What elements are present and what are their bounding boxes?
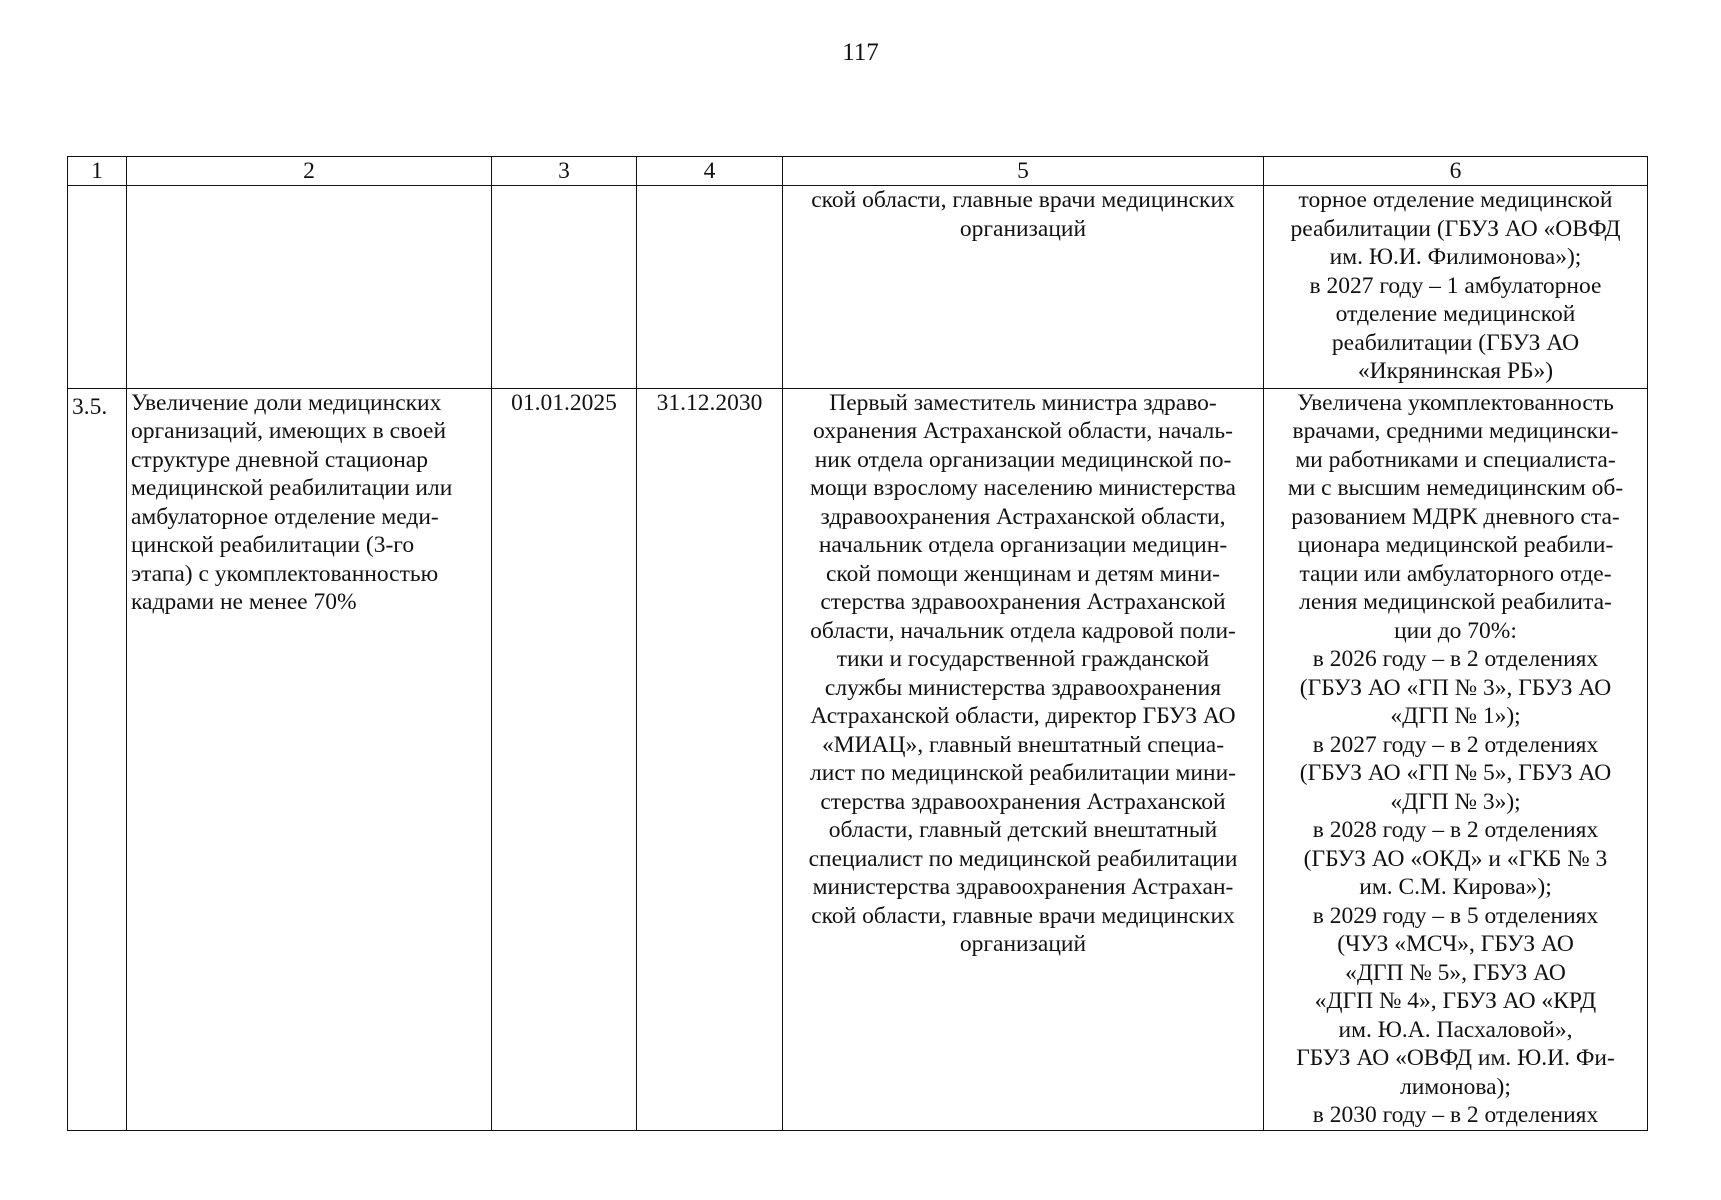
text-line: в 2028 году – в 2 отделениях — [1312, 817, 1599, 843]
measures-table — [67, 156, 1648, 1131]
text-line: (ЧУЗ «МСЧ», ГБУЗ АО — [1337, 931, 1574, 957]
text-line: ции до 70%: — [1394, 617, 1517, 644]
text-line: ционара медицинской реабили- — [1297, 532, 1614, 558]
column-header-1: 1 — [68, 157, 127, 186]
text-line: мощи взрослому населению министерства — [810, 475, 1236, 501]
text-line: кадрами не менее 70% — [131, 589, 357, 615]
text-line: «ДГП № 1»); — [1390, 703, 1521, 729]
column-header-3: 3 — [492, 157, 637, 186]
measure-description — [127, 388, 492, 1130]
text-line: лимонова); — [1400, 1073, 1511, 1100]
continuation-cell-number — [68, 186, 127, 389]
text-line: области, начальник отдела кадровой поли- — [810, 617, 1236, 644]
text-line: им. С.М. Кирова»); — [1359, 874, 1552, 900]
text-line: (ГБУЗ АО «ГП № 5», ГБУЗ АО — [1299, 760, 1612, 786]
text-line: медицинской реабилитации или — [131, 475, 453, 501]
text-line: цинской реабилитации (3-го — [131, 532, 415, 558]
text-line: Астраханской области, директор ГБУЗ АО — [810, 703, 1236, 729]
text-line: им. Ю.А. Пасхаловой», — [1338, 1016, 1573, 1043]
text-line: Первый заместитель министра здраво- — [829, 389, 1217, 416]
measure-number: 3.5. — [68, 388, 127, 1130]
text-line: ской области, главные врачи медицинских — [811, 187, 1235, 213]
measure-start-date: 01.01.2025 — [492, 388, 637, 1130]
text-line: охранения Астраханской области, началь- — [813, 418, 1233, 444]
text-line: тации или амбулаторного отде- — [1299, 560, 1612, 587]
text-line: начальник отдела организации медицин- — [818, 532, 1228, 558]
text-line: в 2026 году – в 2 отделениях — [1312, 646, 1599, 672]
text-line: службы министерства здравоохранения — [824, 674, 1222, 701]
text-line: Увеличение доли медицинских — [131, 389, 442, 416]
text-line: реабилитации (ГБУЗ АО «ОВФД — [1290, 215, 1621, 242]
text-line: «МИАЦ», главный внештатный специа- — [821, 731, 1225, 758]
continuation-cell-description — [127, 186, 492, 389]
text-line: стерства здравоохранения Астраханской — [820, 589, 1226, 615]
continuation-cell-start — [492, 186, 637, 389]
text-line: стерства здравоохранения Астраханской — [820, 788, 1226, 815]
text-line: лист по медицинской реабилитации мини- — [810, 760, 1236, 786]
text-line: (ГБУЗ АО «ГП № 3», ГБУЗ АО — [1299, 674, 1612, 701]
text-line: ления медицинской реабилита- — [1299, 589, 1612, 615]
text-line: ми с высшим немедицинским об- — [1287, 475, 1624, 501]
text-line: врачами, средними медицински- — [1292, 418, 1619, 444]
text-line: торное отделение медицинской — [1298, 187, 1613, 213]
text-line: в 2030 году – в 2 отделениях — [1312, 1102, 1599, 1128]
text-line: организаций, имеющих в своей — [131, 418, 447, 444]
text-line: структуре дневной стационар — [131, 446, 428, 473]
page-number: 117 — [842, 39, 879, 66]
text-line: «Икрянинская РБ») — [1357, 358, 1554, 384]
measure-responsible — [783, 388, 1264, 1130]
text-line: в 2027 году – в 2 отделениях — [1312, 731, 1599, 758]
continuation-cell-end — [637, 186, 783, 389]
text-line: ГБУЗ АО «ОВФД им. Ю.И. Фи- — [1296, 1045, 1615, 1071]
text-line: ми работниками и специалиста- — [1295, 446, 1616, 473]
text-line: в 2029 году – в 5 отделениях — [1312, 902, 1599, 929]
text-line: Увеличена укомплектованность — [1297, 389, 1614, 416]
text-line: реабилитации (ГБУЗ АО — [1331, 329, 1580, 356]
text-line: «ДГП № 4», ГБУЗ АО «КРД — [1314, 988, 1597, 1014]
text-line: области, главный детский внештатный — [828, 817, 1218, 843]
text-line: здравоохранения Астраханской области, — [820, 503, 1226, 530]
continuation-row — [68, 186, 1648, 389]
text-line: ской помощи женщинам и детям мини- — [825, 560, 1221, 587]
text-line: ской области, главные врачи медицинских — [811, 902, 1235, 929]
column-header-4: 4 — [637, 157, 783, 186]
text-line: этапа) с укомплектованностью — [131, 560, 439, 587]
text-line: разованием МДРК дневного ста- — [1291, 503, 1620, 530]
text-line: «ДГП № 3»); — [1390, 788, 1521, 815]
text-line: отделение медицинской — [1335, 301, 1576, 327]
text-line: тики и государственной гражданской — [836, 646, 1210, 672]
text-line: специалист по медицинской реабилитации — [808, 845, 1238, 872]
text-line: ник отдела организации медицинской по- — [814, 446, 1232, 473]
text-line: в 2027 году – 1 амбулаторное — [1309, 272, 1602, 299]
column-header-6: 6 — [1264, 157, 1648, 186]
text-line: «ДГП № 5», ГБУЗ АО — [1345, 959, 1566, 986]
column-number-header-row — [68, 157, 1648, 186]
continuation-cell-result — [1264, 186, 1648, 389]
measure-row-3-5 — [68, 388, 1648, 1130]
text-line: организаций — [959, 215, 1087, 242]
text-line: (ГБУЗ АО «ОКД» и «ГКБ № 3 — [1303, 845, 1608, 872]
text-line: амбулаторное отделение меди- — [131, 503, 439, 530]
measure-end-date: 31.12.2030 — [637, 388, 783, 1130]
column-header-2: 2 — [127, 157, 492, 186]
measure-result — [1264, 388, 1648, 1130]
continuation-cell-responsible — [783, 186, 1264, 389]
text-line: министерства здравоохранения Астрахан- — [812, 874, 1234, 900]
text-line: организаций — [959, 931, 1087, 957]
text-line: им. Ю.И. Филимонова»); — [1329, 244, 1582, 270]
column-header-5: 5 — [783, 157, 1264, 186]
